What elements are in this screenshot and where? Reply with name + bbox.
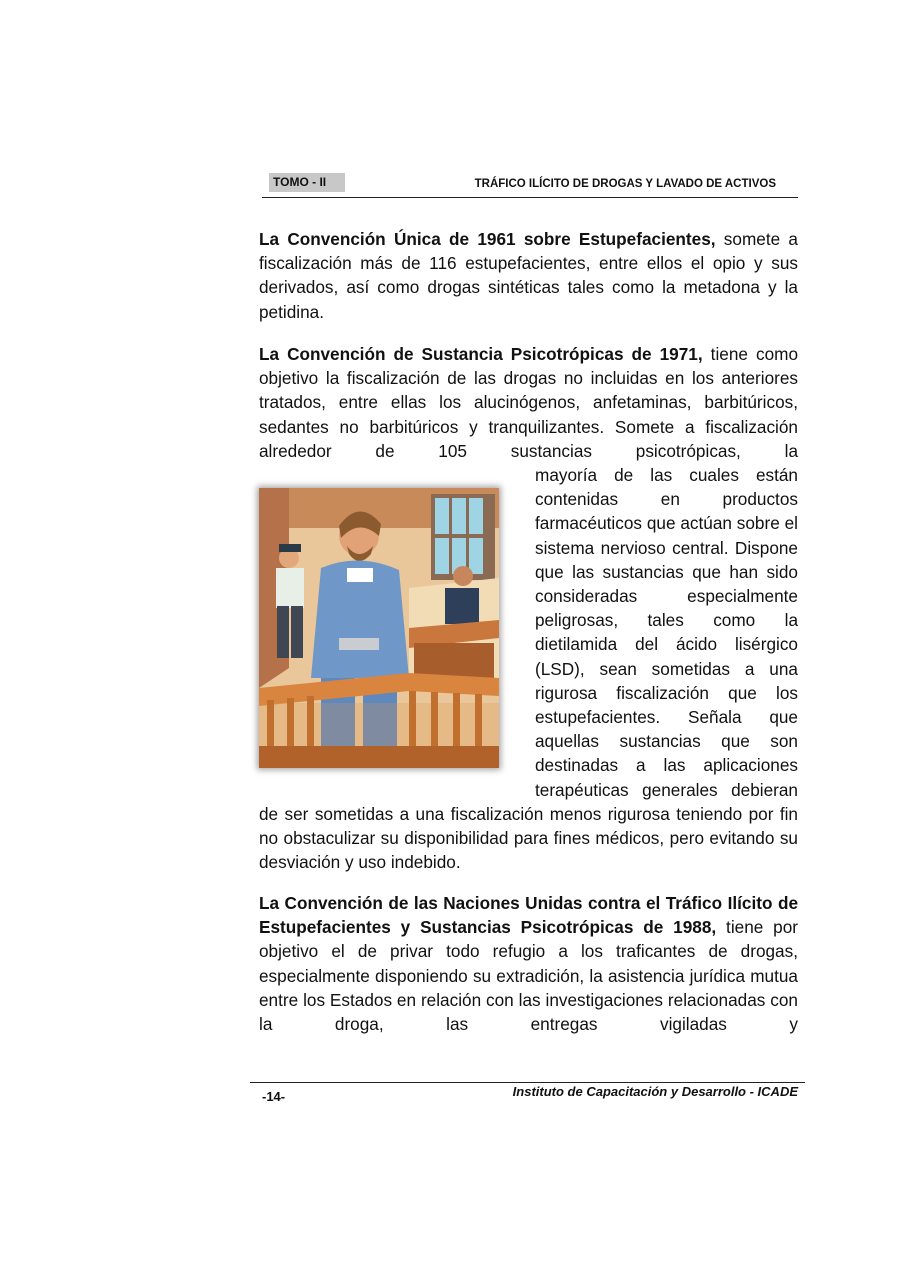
p2-text-narrow: mayoría de las cuales están contenidas en productos farmacéuticos que actúan sobre el sistema nervioso central. Dispone que las sustancias que han sido consideradas especialmente peligrosas, tales como la dietilamida del ácido lisérgico (LSD), sean sometidas a una rigurosa fiscalización que los estupefacientes. Señala que aquellas sustancias que son destinadas a las aplicaciones terapéuticas generales debieran bbox=[535, 465, 798, 800]
paragraph-1971-narrow bbox=[535, 463, 798, 802]
paragraph-1971-wide bbox=[259, 342, 798, 463]
p3-text: tiene por objetivo el de privar todo refugio a los traficantes de drogas, especialmente disponiendo su extradición, la asistencia jurídica mutua entre los Estados en relación con las investigaciones relacionadas con la droga, las entregas vigiladas y bbox=[259, 917, 799, 1035]
paragraph-1988 bbox=[259, 891, 798, 1036]
header-divider bbox=[262, 197, 798, 198]
p2-bold: La Convención de Sustancia Psicotrópicas de 1971, bbox=[259, 344, 703, 364]
p2-text-after: de ser sometidas a una fiscalización menos rigurosa teniendo por fin no obstaculizar su disponibilidad para fines médicos, pero evitando su desviación y uso indebido. bbox=[259, 804, 798, 873]
p1-bold: La Convención Única de 1961 sobre Estupefacientes, bbox=[259, 229, 716, 249]
courtroom-illustration bbox=[259, 488, 499, 768]
paragraph-1961 bbox=[259, 227, 798, 324]
paragraph-1971-after bbox=[259, 802, 798, 875]
p2-text-wide: tiene como objetivo la fiscalización de las drogas no incluidas en los anteriores tratados, entre ellas los alucinógenos, anfetaminas, barbitúricos, sedantes no barbitúricos y tranquilizantes. Somete a fiscalización alrededor de 105 sustancias psicotrópicas, la bbox=[259, 344, 798, 461]
page-number: -14- bbox=[262, 1089, 286, 1104]
footer-divider bbox=[250, 1082, 805, 1083]
p3-bold: La Convención de las Naciones Unidas contra el Tráfico Ilícito de Estupefacientes y Sustancias Psicotrópicas de 1988, bbox=[259, 893, 798, 938]
volume-label: TOMO - II bbox=[269, 173, 345, 192]
footer-institute: Instituto de Capacitación y Desarrollo - ICADE bbox=[512, 1084, 798, 1099]
p1-text: somete a fiscalización más de 116 estupefacientes, entre ellos el opio y sus derivados, así como drogas sintéticas tales como la metadona y la petidina. bbox=[259, 229, 798, 322]
running-header-title: TRÁFICO ILÍCITO DE DROGAS Y LAVADO DE ACTIVOS bbox=[474, 178, 776, 190]
courtroom-illustration-art bbox=[259, 488, 499, 768]
